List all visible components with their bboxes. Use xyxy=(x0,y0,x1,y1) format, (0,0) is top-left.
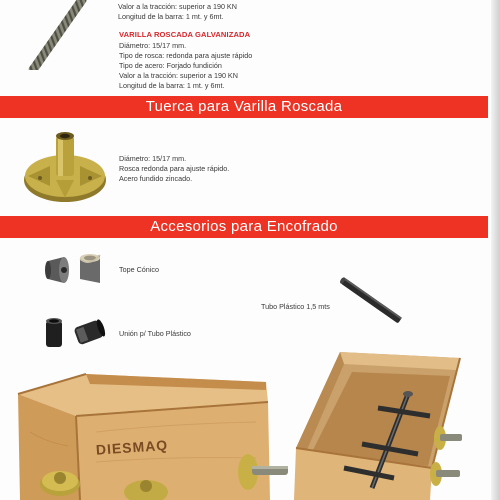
galvanized-spec-traction: Valor a la tracción: superior a 190 KN xyxy=(119,71,238,80)
plastic-tube-label: Tubo Plástico 1,5 mts xyxy=(261,302,330,311)
conical-stop-image xyxy=(44,253,106,289)
crate-logo-text: DIESMAQ xyxy=(95,436,169,458)
open-formwork-crate-image xyxy=(290,348,470,500)
wooden-formwork-crate-image xyxy=(16,372,296,500)
rod-spec-traction: Valor a la tracción: superior a 190 KN xyxy=(118,2,237,11)
nut-spec-steel: Acero fundido zincado. xyxy=(119,174,193,183)
galvanized-spec-diameter: Diámetro: 15/17 mm. xyxy=(119,41,187,50)
plastic-tube-image xyxy=(338,275,404,327)
conical-stop-label: Tope Cónico xyxy=(119,265,159,274)
galvanized-rod-title: VARILLA ROSCADA GALVANIZADA xyxy=(119,30,251,39)
wing-nut-image xyxy=(20,128,110,208)
galvanized-spec-length: Longitud de la barra: 1 mt. y 6mt. xyxy=(119,81,225,90)
tube-union-image xyxy=(42,315,108,351)
galvanized-spec-thread: Tipo de rosca: redonda para ajuste rápido xyxy=(119,51,253,60)
page-spine-shadow xyxy=(491,0,500,500)
section-header-tuerca: Tuerca para Varilla Roscada xyxy=(0,96,488,118)
tube-union-label: Unión p/ Tubo Plástico xyxy=(119,329,191,338)
nut-spec-diameter: Diámetro: 15/17 mm. xyxy=(119,154,187,163)
threaded-rod-image xyxy=(18,0,98,70)
rod-spec-length: Longitud de la barra: 1 mt. y 6mt. xyxy=(118,12,224,21)
nut-spec-thread: Rosca redonda para ajuste rápido. xyxy=(119,164,230,173)
galvanized-spec-steel: Tipo de acero: Forjado fundición xyxy=(119,61,222,70)
section-header-accesorios: Accesorios para Encofrado xyxy=(0,216,488,238)
